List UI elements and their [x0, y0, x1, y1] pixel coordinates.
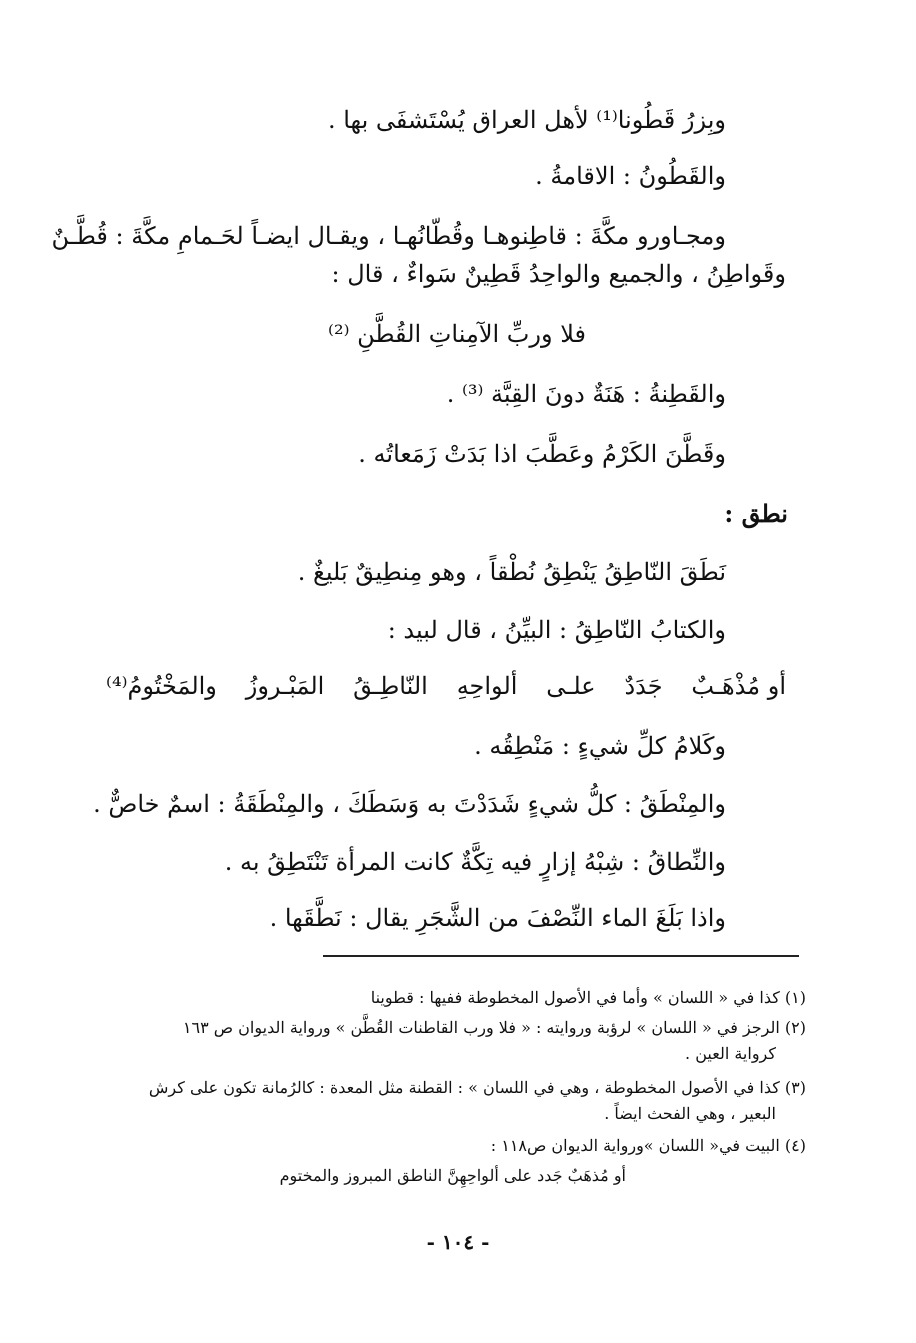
text-line: وقَطَّنَ الكَرْمُ وعَطَّبَ اذا بَدَتْ زَمَعاتُه . [358, 440, 726, 468]
footnote: (١) كذا في « اللسان » وأما في الأصول المخطوطة ففيها : قطوينا [370, 988, 806, 1007]
verse-line: فلا وربِّ الآمِناتِ القُطَّنِ ⁽²⁾ [328, 320, 586, 348]
text-line: واذا بَلَغَ الماء النِّصْفَ من الشَّجَرِ يقال : نَطَّقَها . [269, 904, 726, 932]
text-line: وقَواطِنُ ، والجميع والواحِدُ قَطِينٌ سَواءٌ ، قال : [331, 260, 786, 288]
footnote-verse: أو مُذهَبٌ جَدد على ألواحِهِنَّ الناطق المبروز والمختوم [279, 1166, 626, 1185]
verse-word: علـى [546, 672, 596, 700]
text-line: ومجـاورو مكَّةَ : قاطِنوهـا وقُطّانُهـا ، ويقـال ايضـاً لحَـمامِ مكَّةَ : قُطَّـنٌ [51, 222, 726, 250]
text-line: والقَطُونُ : الاقامةُ . [535, 162, 726, 190]
page-number: - ١٠٤ - [426, 1230, 490, 1254]
verse-word: أو مُذْهَـبٌ [691, 672, 786, 700]
text-line: والكتابُ النّاطِقُ : البيِّنُ ، قال لبيد : [387, 616, 726, 644]
verse-word: النّاطِـقُ [353, 672, 428, 700]
footnote: (٣) كذا في الأصول المخطوطة ، وهي في اللسان » : القطنة مثل المعدة : كالرُمانة تكون على كرش [148, 1078, 806, 1097]
poem-verse [106, 670, 786, 702]
verse-word: ألواحِهِ [456, 672, 518, 700]
footnote-divider [323, 955, 799, 957]
text-line: نَطَقَ النّاطِقُ يَنْطِقُ نُطْقاً ، وهو مِنطِيقٌ بَليغٌ . [297, 558, 726, 586]
footnote-continuation: كرواية العين . [685, 1044, 776, 1063]
text-line: والقَطِنةُ : هَنَةٌ دونَ القِبَّة ⁽³⁾ . [446, 380, 726, 408]
text-line: وكَلامُ كلِّ شيءٍ : مَنْطِقُه . [474, 732, 726, 760]
footnote: (٢) الرجز في « اللسان » لرؤبة وروايته : « فلا ورب القاطنات القُطَّن » ورواية الديوان ص ١٦٣ [182, 1018, 806, 1037]
footnote-continuation: البعير ، وهي الفحث ايضاً . [604, 1104, 776, 1123]
footnote: (٤) البيت في« اللسان »ورواية الديوان ص١١٨ : [490, 1136, 806, 1155]
verse-word: والمَخْتُومُ⁽⁴⁾ [106, 672, 217, 700]
text-line: والنِّطاقُ : شِبْهُ إزارٍ فيه تِكَّةٌ كانت المرأة تَنْتَطِقُ به . [224, 848, 726, 876]
verse-word: المَبْـروزُ [245, 672, 325, 700]
text-line: وبِزرُ قَطُونا⁽¹⁾ لأهل العراق يُسْتَشفَى بها . [327, 106, 726, 134]
verse-word: جَدَدٌ [624, 672, 663, 700]
text-line: والمِنْطَقُ : كلُّ شيءٍ شَدَدْتَ به وَسَطَكَ ، والمِنْطَقَةُ : اسمٌ خاصٌّ . [93, 790, 726, 818]
entry-heading: نطق : [724, 499, 788, 528]
